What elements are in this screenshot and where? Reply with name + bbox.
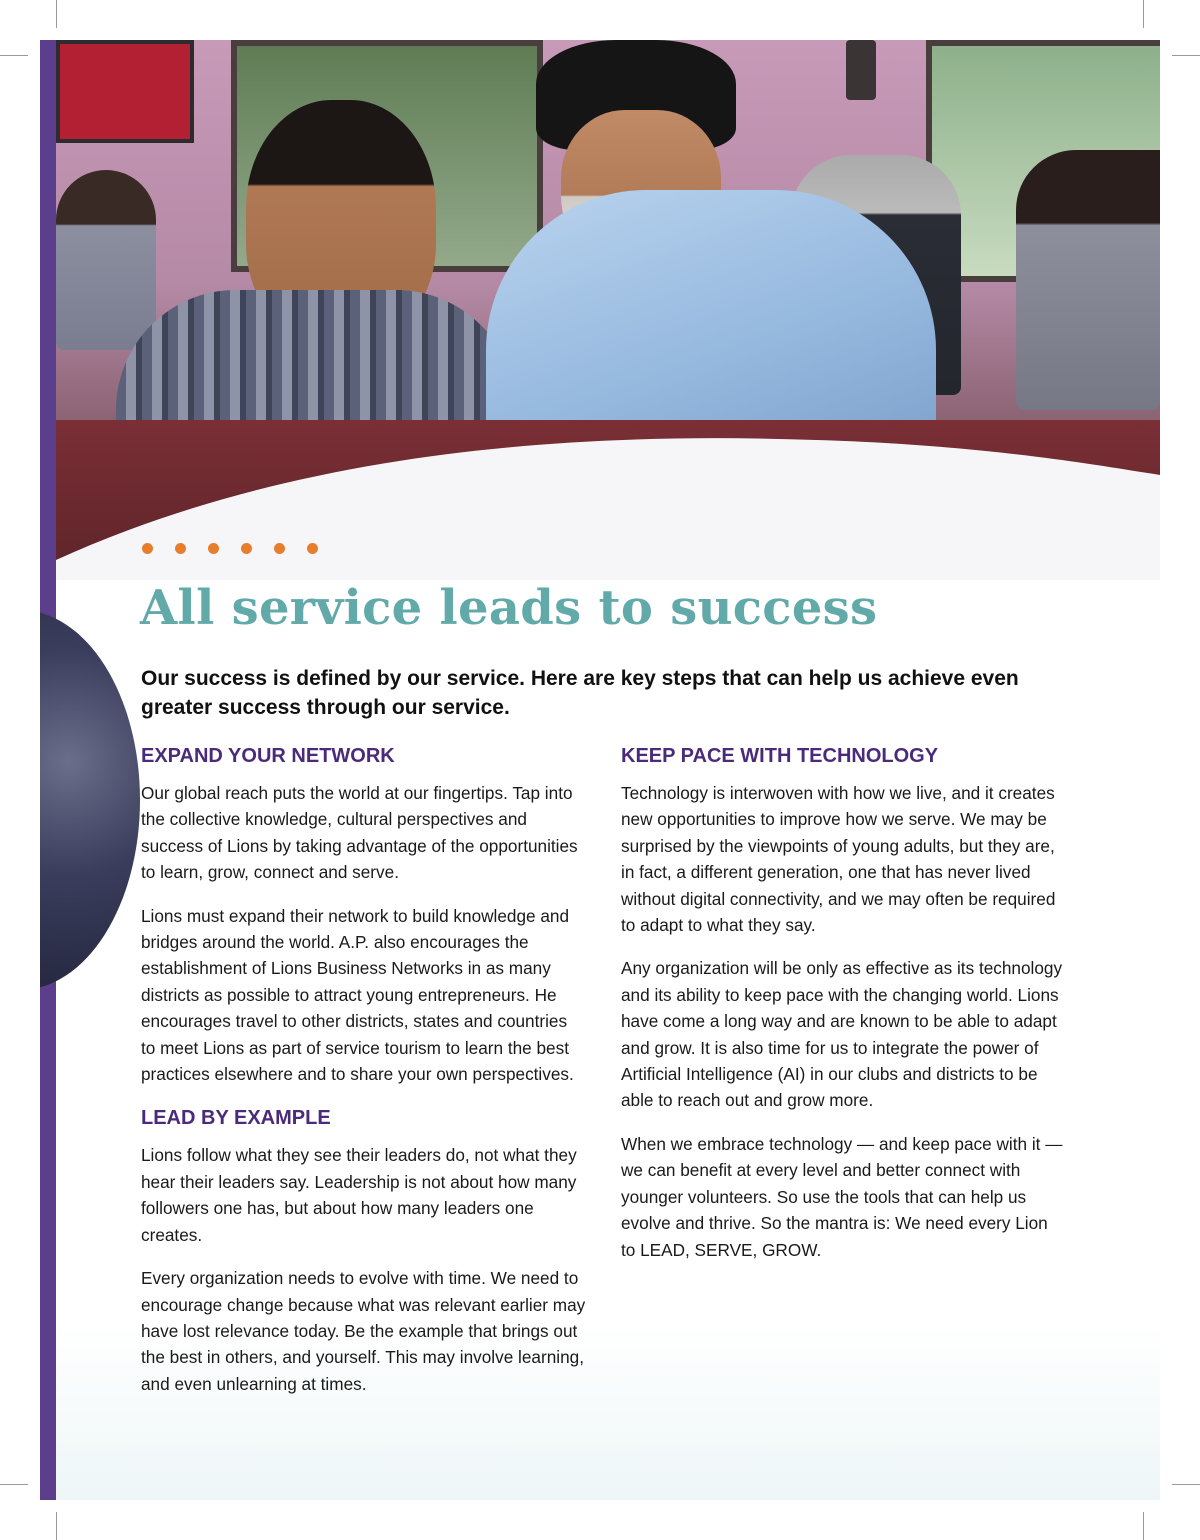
- dot: [208, 543, 219, 554]
- crop-mark: [1172, 1484, 1200, 1485]
- crop-mark: [1143, 0, 1144, 28]
- hero-curve: [56, 420, 1160, 580]
- crop-mark: [1172, 55, 1200, 56]
- paragraph: Lions follow what they see their leaders do, not what they hear their leaders say. Leadership is not about how many followers one has, but about how many leaders one creates.: [141, 1145, 577, 1245]
- dot: [307, 543, 318, 554]
- paragraph: Lions must expand their network to build knowledge and bridges around the world. A.P. also encourages the establishment of Lions Business Networks in as many districts as possible to attract young entrepreneurs. He encourages travel to other districts, states and countries to meet Lions as part of service tourism to learn the best practices elsewhere and to share your own perspectives.: [141, 905, 574, 1085]
- article-title: All service leads to success: [140, 580, 878, 636]
- paragraph: Our global reach puts the world at our fingertips. Tap into the collective knowledge, cultural perspectives and success of Lions by taking advantage of the opportunities to learn, grow, connect and serve.: [141, 783, 578, 883]
- paragraph: Every organization needs to evolve with time. We need to encourage change because what was relevant earlier may have lost relevance today. Be the example that brings out the best in others, and yourself. This may involve learning, and even unlearning at times.: [141, 1268, 586, 1394]
- paragraph: Technology is interwoven with how we live, and it creates new opportunities to improve how we serve. We may be surprised by the viewpoints of young adults, but they are, in fact, a different generation, one that has never lived without digital connectivity, and we may often be required to adapt to what they say.: [621, 783, 1056, 936]
- crop-mark: [0, 55, 28, 56]
- paragraph: When we embrace technology — and keep pace with it — we can benefit at every level and better connect with younger volunteers. So use the tools that can help us evolve and thrive. So the mantra is: We need every Lion to LEAD, SERVE, GROW.: [621, 1133, 1063, 1260]
- left-column: [141, 742, 586, 1414]
- crop-mark: [56, 0, 57, 28]
- paragraph: Any organization will be only as effective as its technology and its ability to keep pace with the changing world. Lions have come a long way and are known to be able to adapt and grow. It is also time for us to integrate the power of Artificial Intelligence (AI) in our clubs and districts to be able to reach out and grow more.: [621, 958, 1063, 1111]
- section-heading: KEEP PACE WITH TECHNOLOGY: [621, 745, 939, 767]
- section-heading: LEAD BY EXAMPLE: [141, 1107, 331, 1130]
- dot: [175, 543, 186, 554]
- right-column: [621, 742, 1066, 1280]
- circular-inset-photo: [40, 610, 140, 990]
- crop-mark: [56, 1512, 57, 1540]
- dot: [142, 543, 153, 554]
- section-heading: EXPAND YOUR NETWORK: [141, 745, 395, 767]
- crop-mark: [1143, 1512, 1144, 1540]
- student-left: [56, 170, 156, 350]
- dot: [241, 543, 252, 554]
- decorative-dots: [142, 543, 318, 554]
- article-lead: Our success is defined by our service. Here are key steps that can help us achieve even greater success through our service.: [141, 667, 1019, 719]
- man-shirt: [486, 190, 936, 450]
- wall-board: [56, 40, 194, 143]
- crop-mark: [0, 1484, 28, 1485]
- student-right: [1016, 150, 1160, 410]
- traffic-light-decor: [846, 40, 876, 100]
- dot: [274, 543, 285, 554]
- hero-photo: [56, 40, 1160, 580]
